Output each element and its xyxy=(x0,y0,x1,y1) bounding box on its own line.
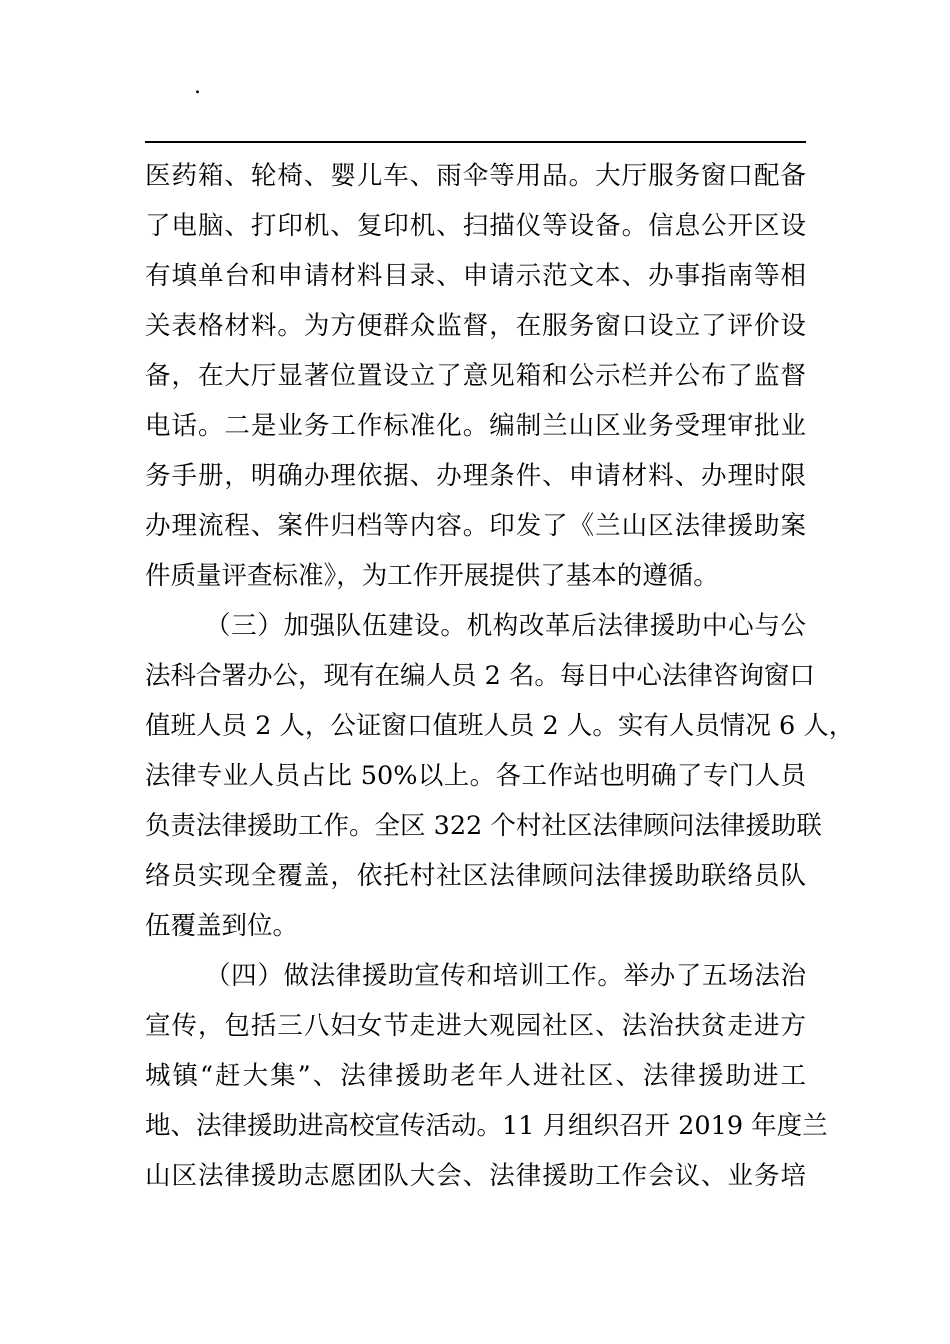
text-line: 法律专业人员占比 50%以上。各工作站也明确了专门人员 xyxy=(145,761,806,791)
text-line: 伍覆盖到位。 xyxy=(145,911,299,941)
text-line: 务手册，明确办理依据、办理条件、申请材料、办理时限 xyxy=(145,461,806,491)
paragraph-team-building xyxy=(145,601,855,951)
text-line: 关表格材料。为方便群众监督，在服务窗口设立了评价设 xyxy=(145,311,806,341)
text-line: 宣传，包括三八妇女节走进大观园社区、法治扶贫走进方 xyxy=(145,1011,806,1041)
text-line: 备，在大厅显著位置设立了意见箱和公示栏并公布了监督 xyxy=(145,361,806,391)
text-line: 件质量评查标准》，为工作开展提供了基本的遵循。 xyxy=(145,561,719,591)
text-line: 值班人员 2 人，公证窗口值班人员 2 人。实有人员情况 6 人， xyxy=(145,711,855,741)
document-body xyxy=(145,151,855,1201)
paragraph-publicity-training xyxy=(145,951,828,1201)
text-line: 了电脑、打印机、复印机、扫描仪等设备。信息公开区设 xyxy=(145,211,806,241)
text-line: 络员实现全覆盖，依托村社区法律顾问法律援助联络员队 xyxy=(145,861,806,891)
section-heading-line: （四）做法律援助宣传和培训工作。举办了五场法治 xyxy=(205,961,806,991)
text-line: 地、法律援助进高校宣传活动。11 月组织召开 2019 年度兰 xyxy=(145,1111,828,1141)
text-line: 办理流程、案件归档等内容。印发了《兰山区法律援助案 xyxy=(145,511,806,541)
header-mark: . xyxy=(194,74,201,99)
text-line: 医药箱、轮椅、婴儿车、雨伞等用品。大厅服务窗口配备 xyxy=(145,161,806,191)
text-line: 法科合署办公，现有在编人员 2 名。每日中心法律咨询窗口 xyxy=(145,661,815,691)
section-heading-line: （三）加强队伍建设。机构改革后法律援助中心与公 xyxy=(205,611,806,641)
text-line: 电话。二是业务工作标准化。编制兰山区业务受理审批业 xyxy=(145,411,806,441)
header-rule xyxy=(145,141,806,143)
text-line: 负责法律援助工作。全区 322 个村社区法律顾问法律援助联 xyxy=(145,811,822,841)
text-line: 城镇“赶大集”、法律援助老年人进社区、法律援助进工 xyxy=(145,1061,806,1091)
text-line: 有填单台和申请材料目录、申请示范文本、办事指南等相 xyxy=(145,261,806,291)
paragraph-facilities xyxy=(145,151,806,601)
text-line: 山区法律援助志愿团队大会、法律援助工作会议、业务培 xyxy=(145,1161,806,1191)
